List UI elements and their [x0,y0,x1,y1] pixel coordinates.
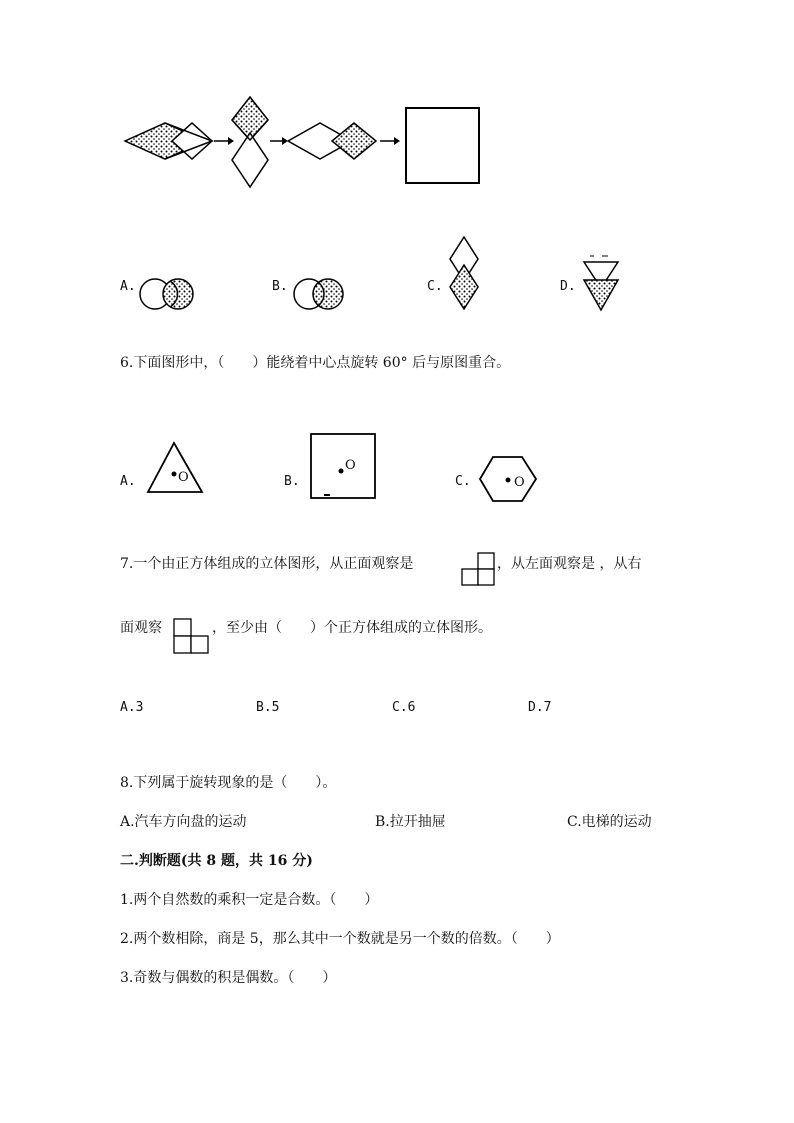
q6-option-c-label[interactable]: C. [455,474,471,489]
q8-option-b[interactable]: B.拉开抽屉 [375,814,446,830]
q7-stem-part3: 面观察 [120,620,162,636]
q7-stem-part2: ，从左面观察是 ，从右 [497,556,642,572]
q8-option-c[interactable]: C.电梯的运动 [567,814,652,830]
q5-option-a-figure [138,275,200,315]
q7-front-view-figure [460,551,496,589]
q7-right-view-figure [172,617,210,655]
q7-option-a[interactable]: A.3 [120,700,144,715]
q6-option-c-hexagon [478,455,540,505]
q5-option-b-figure [290,275,352,315]
q7-option-b[interactable]: B.5 [256,700,280,715]
q5-option-d-figure [578,252,628,314]
q5-sequence-figure [120,95,490,195]
judgement-item-2: 2.两个数相除，商是 5，那么其中一个数就是另一个数的倍数。（ ） [120,931,560,947]
arrow-1-head [228,137,234,145]
q6-b-center-label: O [345,458,356,473]
q6-c-center-label: O [514,475,525,490]
q7-stem-part1: 7.一个由正方体组成的立体图形，从正面观察是 [120,556,414,572]
q7-stem-part4: ，至少由（ ）个正方体组成的立体图形。 [212,620,492,636]
q7-option-c[interactable]: C.6 [392,700,416,715]
q5-option-d-label[interactable]: D. [560,279,576,294]
q8-stem: 8.下列属于旋转现象的是（ ）。 [120,775,337,791]
q6-stem: 6.下面图形中，（ ）能绕着中心点旋转 60° 后与原图重合。 [120,355,511,371]
judgement-item-3: 3.奇数与偶数的积是偶数。（ ） [120,970,337,986]
q5-option-c-label[interactable]: C. [427,279,443,294]
q5-option-c-figure [448,235,488,313]
arrow-3-head [394,137,400,145]
q6-option-a-label[interactable]: A. [120,474,136,489]
q6-option-b-square [309,432,379,500]
q6-option-a-triangle [146,440,206,496]
diamond-dotted [332,123,376,159]
q6-option-b-label[interactable]: B. [284,474,300,489]
judgement-item-1: 1.两个自然数的乘积一定是合数。（ ） [120,892,379,908]
answer-box [406,108,479,183]
section2-title: 二.判断题(共 8 题，共 16 分) [120,853,313,869]
q7-option-d[interactable]: D.7 [528,700,552,715]
q8-option-a[interactable]: A.汽车方向盘的运动 [120,814,247,830]
q6-a-center-label: O [178,470,189,485]
q5-option-a-label[interactable]: A. [120,279,136,294]
q5-option-b-label[interactable]: B. [272,279,288,294]
